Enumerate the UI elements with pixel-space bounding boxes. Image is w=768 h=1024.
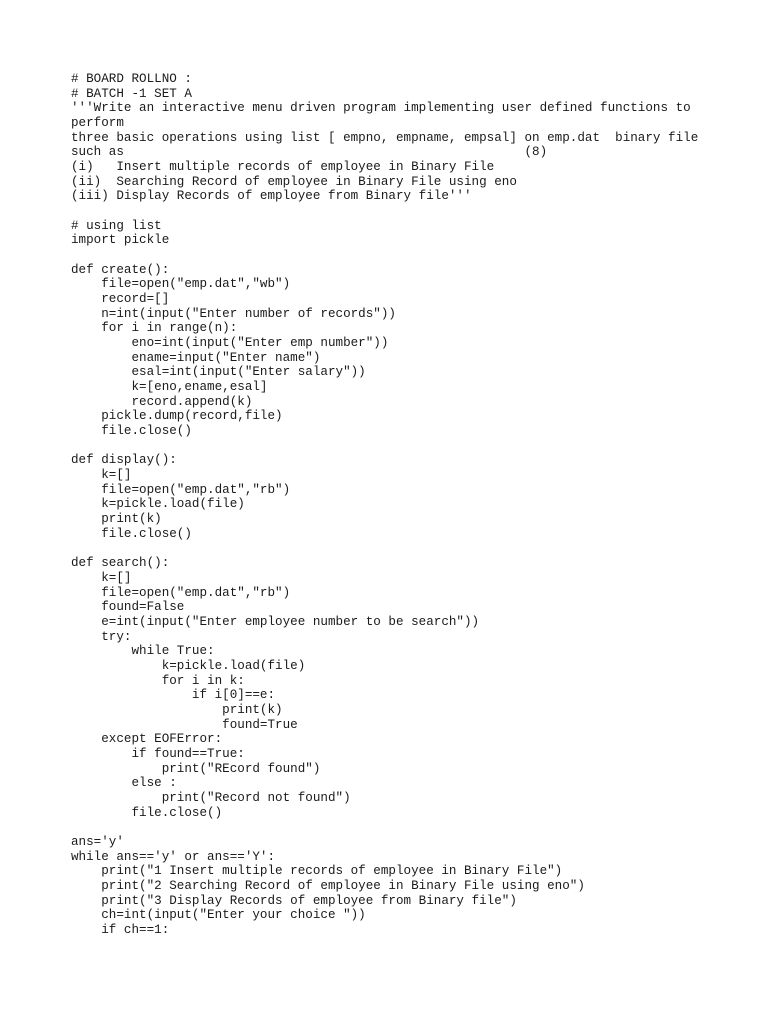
code-line: file=open("emp.dat","wb") — [71, 277, 291, 292]
code-line: for i in range(n): — [71, 321, 238, 336]
code-line: print(k) — [71, 702, 283, 717]
code-line: import pickle — [71, 233, 170, 248]
code-line: perform — [71, 116, 124, 131]
code-line: n=int(input("Enter number of records")) — [71, 306, 396, 321]
code-line: if ch==1: — [71, 922, 170, 937]
code-line: print(k) — [71, 512, 162, 527]
code-line: such as (8) — [71, 145, 548, 160]
code-line: def display(): — [71, 453, 177, 468]
code-line: print("2 Searching Record of employee in Binary File using eno") — [71, 878, 585, 893]
code-line — [71, 248, 698, 263]
code-line: ch=int(input("Enter your choice ")) — [71, 908, 366, 923]
code-line: k=[] — [71, 468, 132, 483]
code-line: k=pickle.load(file) — [71, 658, 306, 673]
code-line: found=True — [71, 717, 298, 732]
code-line — [71, 820, 698, 835]
code-line: print("1 Insert multiple records of employee in Binary File") — [71, 864, 563, 879]
code-line: for i in k: — [71, 673, 245, 688]
code-line: print("REcord found") — [71, 761, 321, 776]
code-line: (i) Insert multiple records of employee in Binary File — [71, 160, 495, 175]
code-line: (iii) Display Records of employee from Binary file''' — [71, 189, 472, 204]
code-line: def create(): — [71, 262, 170, 277]
code-line: # using list — [71, 218, 162, 233]
code-line: print("3 Display Records of employee from Binary file") — [71, 893, 517, 908]
code-line: while True: — [71, 644, 215, 659]
code-line: print("Record not found") — [71, 790, 351, 805]
code-line: eno=int(input("Enter emp number")) — [71, 336, 389, 351]
code-line: record.append(k) — [71, 394, 253, 409]
code-line: file.close() — [71, 805, 223, 820]
code-line: except EOFError: — [71, 732, 223, 747]
code-line: ename=input("Enter name") — [71, 350, 321, 365]
code-line: k=pickle.load(file) — [71, 497, 245, 512]
code-line: k=[] — [71, 570, 132, 585]
code-line: if found==True: — [71, 746, 245, 761]
code-line: three basic operations using list [ empno, empname, empsal] on emp.dat binary file — [71, 130, 699, 145]
code-line — [71, 542, 698, 557]
code-line: while ans=='y' or ans=='Y': — [71, 849, 276, 864]
code-line: # BOARD ROLLNO : — [71, 72, 192, 86]
code-line — [71, 204, 698, 219]
code-block — [71, 72, 698, 938]
code-line: '''Write an interactive menu driven program implementing user defined functions to — [71, 101, 691, 116]
code-line: pickle.dump(record,file) — [71, 409, 283, 424]
code-line: esal=int(input("Enter salary")) — [71, 365, 366, 380]
code-line: if i[0]==e: — [71, 688, 276, 703]
code-line: # BATCH -1 SET A — [71, 86, 192, 101]
code-line: file.close() — [71, 424, 192, 439]
code-line: else : — [71, 776, 177, 791]
code-line: record=[] — [71, 292, 170, 307]
code-line: file=open("emp.dat","rb") — [71, 585, 291, 600]
code-line: found=False — [71, 600, 185, 615]
code-line: file=open("emp.dat","rb") — [71, 482, 291, 497]
code-line — [71, 439, 698, 454]
code-line: e=int(input("Enter employee number to be search")) — [71, 614, 480, 629]
code-line: def search(): — [71, 556, 170, 571]
code-line: (ii) Searching Record of employee in Binary File using eno — [71, 174, 517, 189]
code-line: ans='y' — [71, 834, 124, 849]
code-line: file.close() — [71, 526, 192, 541]
code-line: try: — [71, 629, 132, 644]
code-line: k=[eno,ename,esal] — [71, 380, 268, 395]
